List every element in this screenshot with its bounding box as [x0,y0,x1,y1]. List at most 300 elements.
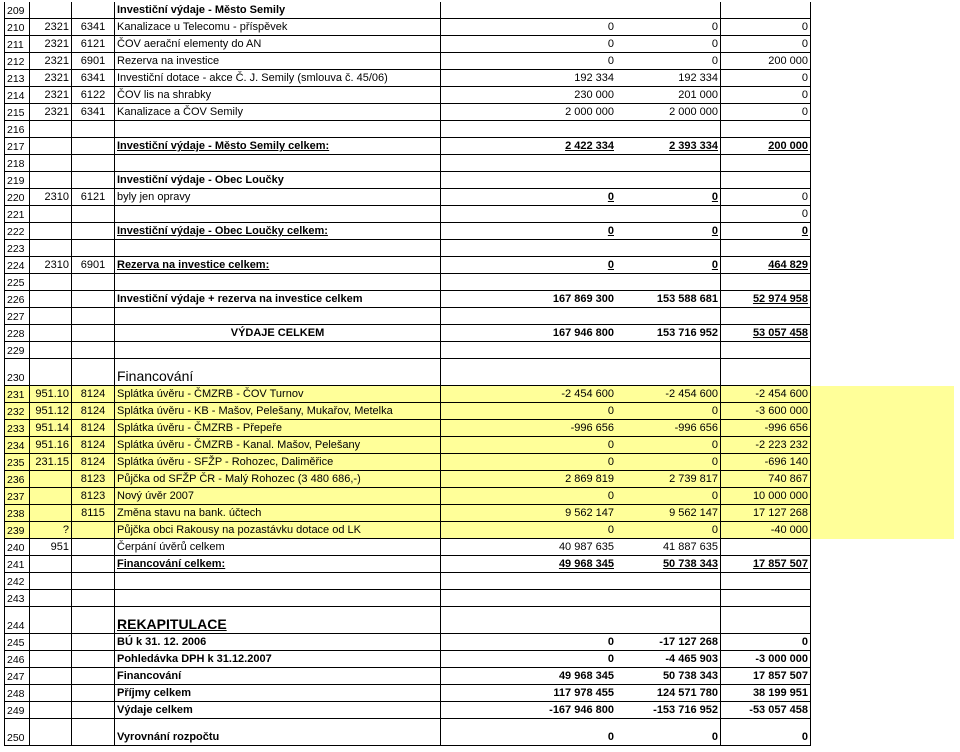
description-text: Investiční výdaje - Město Semily celkem: [117,140,330,152]
row-number-text: 243 [7,592,25,605]
row-number-text: 223 [7,242,25,255]
row-number-text: 248 [7,687,25,700]
description-cell [115,651,441,668]
value-cell-1 [441,702,616,719]
description-cell [115,121,441,138]
value-text-1: 0 [607,225,614,237]
item-code-cell [72,539,115,556]
row-number-cell [4,325,30,342]
row-number-cell [4,223,30,240]
description-cell [115,223,441,240]
paragraph-text: 2321 [44,55,69,67]
value-cell-3 [721,590,811,607]
description-text: Pohledávka DPH k 31.12.2007 [117,653,272,665]
description-text: Investiční výdaje - Město Semily [117,4,286,16]
paragraph-cell [30,403,72,420]
row-number-cell [4,308,30,325]
row-number-text: 209 [7,4,25,17]
description-text: Splátka úvěru - ČMZRB - Kanal. Mašov, Pelešany [117,439,361,451]
value-text-3: 0 [801,191,808,203]
table-row [4,403,954,420]
description-cell [115,573,441,590]
description-text: Půjčka od SFŽP ČR - Malý Rohozec (3 480 686,-) [117,473,361,485]
paragraph-text: 2321 [44,89,69,101]
value-cell-3 [721,505,811,522]
value-cell-2 [616,223,721,240]
description-cell [115,240,441,257]
value-cell-2 [616,539,721,556]
value-cell-3 [721,121,811,138]
value-cell-3 [721,539,811,556]
value-cell-2 [616,240,721,257]
paragraph-cell [30,505,72,522]
paragraph-text: ? [62,524,69,536]
item-code-cell [72,420,115,437]
row-number-text: 211 [7,38,24,51]
row-number-cell [4,274,30,291]
description-cell [115,437,441,454]
table-row [4,155,954,172]
value-cell-1 [441,420,616,437]
value-text-1: 0 [607,38,614,50]
description-cell [115,53,441,70]
value-cell-3 [721,437,811,454]
item-code-cell [72,104,115,121]
paragraph-cell [30,386,72,403]
value-text-2: 2 739 817 [669,473,718,485]
row-number-cell [4,291,30,308]
paragraph-cell [30,172,72,189]
row-number-text: 233 [7,422,25,435]
description-cell [115,325,441,342]
item-code-text: 8124 [80,439,106,451]
description-cell [115,403,441,420]
value-cell-3 [721,240,811,257]
value-cell-2 [616,505,721,522]
description-cell [115,274,441,291]
item-code-cell [72,454,115,471]
paragraph-cell [30,240,72,257]
item-code-cell [72,488,115,505]
table-row [4,138,954,155]
value-cell-1 [441,342,616,359]
paragraph-cell [30,668,72,685]
row-number-cell [4,36,30,53]
value-cell-2 [616,454,721,471]
value-cell-2 [616,607,721,634]
value-cell-2 [616,155,721,172]
table-row [4,607,954,634]
value-text-3: 38 199 951 [752,687,808,699]
paragraph-cell [30,342,72,359]
item-code-cell [72,403,115,420]
description-text: ČOV lis na shrabky [117,89,212,101]
item-code-cell [72,668,115,685]
description-cell [115,2,441,19]
value-cell-3 [721,471,811,488]
item-code-text: 6901 [80,55,106,67]
description-text: Investiční výdaje + rezerva na investice celkem [117,293,363,305]
value-cell-1 [441,36,616,53]
row-number-text: 239 [7,524,25,537]
value-cell-2 [616,138,721,155]
row-number-cell [4,240,30,257]
paragraph-cell [30,325,72,342]
paragraph-cell [30,539,72,556]
value-cell-2 [616,121,721,138]
value-text-3: 17 857 507 [752,558,808,570]
item-code-cell [72,121,115,138]
value-text-3: 0 [801,225,808,237]
value-text-2: 0 [711,731,718,743]
description-cell [115,556,441,573]
item-code-cell [72,471,115,488]
value-cell-1 [441,685,616,702]
paragraph-text: 951.16 [35,439,69,451]
row-number-cell [4,104,30,121]
value-cell-1 [441,172,616,189]
item-code-cell [72,189,115,206]
item-code-cell [72,291,115,308]
paragraph-cell [30,291,72,308]
paragraph-cell [30,308,72,325]
paragraph-cell [30,155,72,172]
row-number-cell [4,685,30,702]
table-row [4,556,954,573]
item-code-text: 6341 [80,106,106,118]
row-number-cell [4,471,30,488]
value-cell-3 [721,651,811,668]
item-code-cell [72,70,115,87]
paragraph-cell [30,719,72,746]
value-cell-2 [616,685,721,702]
row-number-text: 250 [7,731,25,744]
value-text-2: 0 [711,439,718,451]
table-row [4,505,954,522]
value-cell-3 [721,274,811,291]
description-text: Financování [117,670,182,682]
value-cell-1 [441,138,616,155]
value-cell-3 [721,607,811,634]
paragraph-cell [30,634,72,651]
item-code-cell [72,274,115,291]
row-number-cell [4,19,30,36]
row-number-cell [4,386,30,403]
item-code-cell [72,223,115,240]
value-cell-3 [721,308,811,325]
description-text: Příjmy celkem [117,687,191,699]
item-code-cell [72,325,115,342]
value-text-1: 2 000 000 [565,106,614,118]
table-row [4,70,954,87]
description-text: Půjčka obci Rakousy na pozastávku dotace od LK [117,524,361,536]
value-cell-3 [721,488,811,505]
paragraph-text: 951.12 [35,405,69,417]
value-cell-2 [616,420,721,437]
row-number-cell [4,121,30,138]
row-number-cell [4,505,30,522]
table-row [4,172,954,189]
row-number-text: 215 [7,106,25,119]
description-cell [115,155,441,172]
value-text-1: -996 656 [570,422,614,434]
value-cell-3 [721,189,811,206]
paragraph-cell [30,206,72,223]
value-cell-2 [616,668,721,685]
description-cell [115,308,441,325]
value-cell-3 [721,2,811,19]
value-cell-3 [721,454,811,471]
row-number-cell [4,420,30,437]
paragraph-cell [30,437,72,454]
row-number-text: 247 [7,670,25,683]
paragraph-cell [30,257,72,274]
paragraph-text: 951 [50,541,69,553]
paragraph-text: 951.10 [35,388,69,400]
value-cell-1 [441,155,616,172]
value-text-2: 124 571 780 [656,687,718,699]
value-text-3: -696 140 [764,456,808,468]
item-code-text: 6121 [80,191,106,203]
value-cell-1 [441,590,616,607]
description-cell [115,172,441,189]
description-text: Nový úvěr 2007 [117,490,195,502]
description-cell [115,702,441,719]
description-text: Investiční výdaje - Obec Loučky [117,174,284,186]
table-row [4,257,954,274]
value-text-1: 0 [607,524,614,536]
value-text-1: 49 968 345 [558,670,614,682]
item-code-cell [72,155,115,172]
value-text-1: 192 334 [574,72,614,84]
description-text: Rezerva na investice [117,55,220,67]
paragraph-cell [30,53,72,70]
value-text-1: -2 454 600 [561,388,614,400]
value-text-3: -3 000 000 [755,653,808,665]
value-text-1: 9 562 147 [565,507,614,519]
value-cell-2 [616,172,721,189]
table-row [4,719,954,746]
value-text-1: 0 [607,259,614,271]
row-number-text: 210 [7,21,25,34]
value-cell-1 [441,257,616,274]
paragraph-cell [30,488,72,505]
value-text-3: 0 [801,89,808,101]
value-text-3: 740 867 [768,473,808,485]
value-cell-1 [441,719,616,746]
row-number-text: 242 [7,575,25,588]
value-text-2: 50 738 343 [662,670,718,682]
item-code-text: 8124 [80,456,106,468]
row-number-text: 225 [7,276,25,289]
value-cell-2 [616,2,721,19]
item-code-text: 6901 [80,259,106,271]
description-cell [115,539,441,556]
row-number-text: 219 [7,174,25,187]
row-number-text: 212 [7,55,25,68]
description-cell [115,386,441,403]
table-row [4,308,954,325]
value-cell-2 [616,87,721,104]
row-number-text: 244 [7,619,25,632]
value-cell-1 [441,522,616,539]
value-cell-2 [616,189,721,206]
item-code-cell [72,359,115,386]
value-cell-1 [441,454,616,471]
row-number-text: 245 [7,636,25,649]
row-number-text: 231 [7,388,25,401]
value-cell-2 [616,359,721,386]
value-text-2: 50 738 343 [662,558,718,570]
value-cell-2 [616,291,721,308]
value-cell-3 [721,155,811,172]
value-cell-1 [441,471,616,488]
row-number-text: 232 [7,405,25,418]
description-cell [115,590,441,607]
value-cell-1 [441,189,616,206]
table-row [4,539,954,556]
paragraph-cell [30,590,72,607]
value-cell-2 [616,36,721,53]
paragraph-cell [30,87,72,104]
row-number-text: 237 [7,490,25,503]
value-text-1: 0 [607,439,614,451]
row-number-text: 214 [7,89,25,102]
value-text-1: 167 869 300 [552,293,614,305]
paragraph-cell [30,121,72,138]
row-number-cell [4,454,30,471]
description-cell [115,138,441,155]
paragraph-cell [30,104,72,121]
value-text-2: 0 [711,490,718,502]
paragraph-cell [30,685,72,702]
table-row [4,53,954,70]
table-row [4,437,954,454]
value-cell-3 [721,702,811,719]
description-cell [115,359,441,386]
row-number-cell [4,155,30,172]
row-number-text: 227 [7,310,25,323]
description-cell [115,488,441,505]
paragraph-text: 2310 [44,259,69,271]
value-text-1: 0 [607,490,614,502]
value-cell-2 [616,522,721,539]
item-code-cell [72,437,115,454]
value-text-2: 153 716 952 [656,327,718,339]
description-text: byly jen opravy [117,191,191,203]
item-code-cell [72,386,115,403]
paragraph-text: 2321 [44,72,69,84]
value-cell-3 [721,420,811,437]
value-cell-2 [616,206,721,223]
description-text: Investiční výdaje - Obec Loučky celkem: [117,225,328,237]
row-number-text: 236 [7,473,25,486]
value-cell-3 [721,291,811,308]
table-row [4,104,954,121]
value-cell-2 [616,488,721,505]
value-cell-1 [441,206,616,223]
description-text: Investiční dotace - akce Č. J. Semily (smlouva č. 45/06) [117,72,388,84]
value-text-3: 200 000 [768,140,808,152]
item-code-cell [72,505,115,522]
row-number-cell [4,522,30,539]
description-cell [115,505,441,522]
paragraph-text: 2321 [44,21,69,33]
value-cell-2 [616,386,721,403]
description-text: Splátka úvěru - SFŽP - Rohozec, Daliměřice [117,456,334,468]
row-number-cell [4,172,30,189]
paragraph-text: 951.14 [35,422,69,434]
value-text-1: 0 [607,21,614,33]
value-text-3: 17 857 507 [752,670,808,682]
description-text: Splátka úvěru - ČMZRB - ČOV Turnov [117,388,304,400]
paragraph-cell [30,454,72,471]
paragraph-cell [30,420,72,437]
item-code-cell [72,651,115,668]
row-number-cell [4,573,30,590]
description-cell [115,291,441,308]
value-text-2: 192 334 [678,72,718,84]
value-cell-2 [616,556,721,573]
paragraph-cell [30,359,72,386]
item-code-cell [72,87,115,104]
row-number-cell [4,359,30,386]
item-code-text: 8115 [81,507,105,519]
value-text-2: 0 [711,456,718,468]
row-number-text: 226 [7,293,25,306]
item-code-cell [72,36,115,53]
item-code-cell [72,634,115,651]
value-text-2: 0 [711,55,718,67]
description-cell [115,634,441,651]
row-number-cell [4,634,30,651]
value-cell-1 [441,539,616,556]
table-row [4,2,954,19]
value-text-3: 52 974 958 [752,293,808,305]
paragraph-cell [30,189,72,206]
table-row [4,342,954,359]
row-number-text: 238 [7,507,25,520]
value-text-2: 0 [711,38,718,50]
item-code-cell [72,172,115,189]
row-number-text: 234 [7,439,25,452]
table-row [4,87,954,104]
value-text-2: 0 [711,191,718,203]
row-number-cell [4,206,30,223]
description-cell [115,87,441,104]
value-cell-2 [616,342,721,359]
value-text-3: -40 000 [770,524,808,536]
value-text-2: -17 127 268 [659,636,718,648]
table-row [4,240,954,257]
item-code-text: 8124 [80,388,106,400]
value-cell-1 [441,488,616,505]
value-cell-2 [616,325,721,342]
value-cell-2 [616,308,721,325]
value-text-1: 0 [607,191,614,203]
table-row [4,651,954,668]
value-text-3: -53 057 458 [749,704,808,716]
description-cell [115,36,441,53]
row-number-text: 213 [7,72,25,85]
value-cell-1 [441,573,616,590]
value-text-1: 0 [607,55,614,67]
value-cell-3 [721,573,811,590]
value-cell-3 [721,257,811,274]
value-text-2: 2 393 334 [669,140,718,152]
value-cell-1 [441,274,616,291]
table-row [4,36,954,53]
